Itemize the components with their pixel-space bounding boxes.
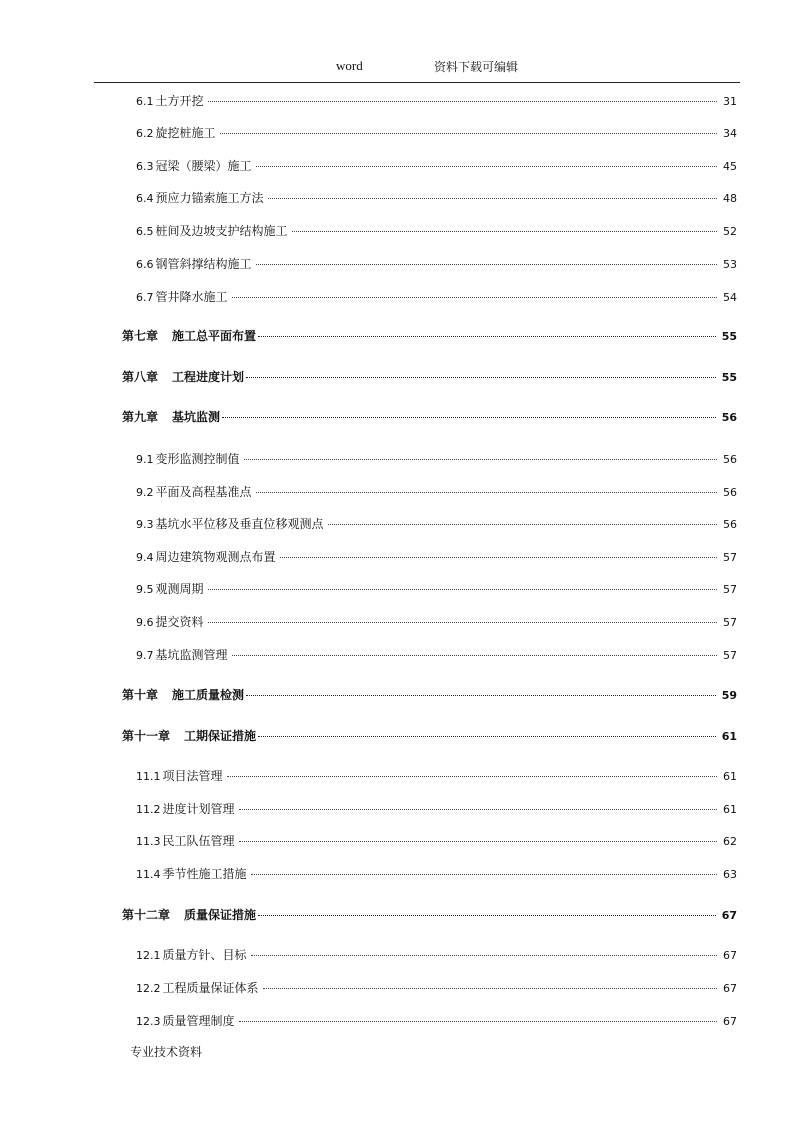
page-header [94, 56, 740, 83]
toc-entry-page-number: 56 [723, 518, 737, 531]
toc-entry-number: 6.6 [136, 258, 154, 271]
toc-entry-title: 工程质量保证体系 [162, 981, 259, 995]
toc-entry-title: 提交资料 [155, 615, 204, 629]
toc-entry-number: 9.5 [136, 583, 154, 596]
toc-section-entry[interactable] [0, 800, 794, 820]
toc-entry-page-number: 45 [723, 160, 737, 173]
toc-entry-title: 周边建筑物观测点布置 [155, 550, 276, 564]
toc-entry-title: 平面及高程基准点 [155, 485, 252, 499]
toc-entry-number: 第十一章 [122, 729, 171, 743]
toc-entry-page-number: 56 [721, 411, 737, 424]
toc-entry-page-number: 61 [723, 803, 737, 816]
toc-section-entry[interactable] [0, 946, 794, 966]
toc-section-entry[interactable] [0, 255, 794, 275]
toc-section-entry[interactable] [0, 613, 794, 633]
toc-dot-leader [256, 492, 717, 493]
toc-entry-title: 观测周期 [155, 582, 204, 596]
toc-dot-leader [256, 264, 717, 265]
toc-entry-page-number: 62 [723, 835, 737, 848]
toc-dot-leader [208, 622, 717, 623]
toc-dot-leader [239, 809, 717, 810]
toc-entry-page-number: 67 [723, 982, 737, 995]
toc-entry-title: 冠梁（腰梁）施工 [155, 159, 252, 173]
toc-chapter-entry[interactable] [0, 686, 794, 706]
toc-section-entry[interactable] [0, 1012, 794, 1032]
toc-entry-title: 基坑监测管理 [155, 648, 228, 662]
toc-chapter-entry[interactable] [0, 906, 794, 926]
toc-entry-number: 6.1 [136, 95, 154, 108]
toc-entry-number: 第十章 [122, 688, 159, 702]
toc-entry-title: 进度计划管理 [162, 802, 235, 816]
toc-entry-title: 施工质量检测 [172, 688, 245, 702]
toc-entry-title: 钢管斜撑结构施工 [155, 257, 252, 271]
toc-entry-number: 11.4 [136, 868, 161, 881]
toc-entry-page-number: 56 [723, 453, 737, 466]
toc-entry-number: 6.7 [136, 291, 154, 304]
toc-dot-leader [251, 874, 717, 875]
toc-entry-page-number: 55 [721, 371, 737, 384]
toc-entry-page-number: 52 [723, 225, 737, 238]
header-left-text: word [336, 58, 363, 73]
toc-section-entry[interactable] [0, 832, 794, 852]
toc-entry-title: 质量管理制度 [162, 1014, 235, 1028]
toc-entry-number: 9.4 [136, 551, 154, 564]
toc-entry-page-number: 54 [723, 291, 737, 304]
toc-entry-number: 9.7 [136, 649, 154, 662]
toc-entry-title: 民工队伍管理 [162, 834, 235, 848]
toc-dot-leader [258, 736, 716, 737]
toc-entry-number: 9.6 [136, 616, 154, 629]
toc-entry-number: 6.5 [136, 225, 154, 238]
toc-entry-number: 第七章 [122, 329, 159, 343]
toc-dot-leader [258, 915, 716, 916]
toc-entry-title: 质量方针、目标 [162, 948, 247, 962]
toc-entry-title: 旋挖桩施工 [155, 126, 216, 140]
toc-section-entry[interactable] [0, 288, 794, 308]
toc-entry-title: 季节性施工措施 [162, 867, 247, 881]
toc-entry-number: 9.2 [136, 486, 154, 499]
toc-dot-leader [251, 955, 717, 956]
toc-section-entry[interactable] [0, 515, 794, 535]
toc-entry-number: 6.3 [136, 160, 154, 173]
toc-dot-leader [239, 1021, 717, 1022]
toc-section-entry[interactable] [0, 450, 794, 470]
toc-entry-title: 施工总平面布置 [172, 329, 257, 343]
toc-entry-title: 桩间及边坡支护结构施工 [155, 224, 288, 238]
toc-dot-leader [246, 377, 716, 378]
toc-section-entry[interactable] [0, 189, 794, 209]
toc-entry-page-number: 67 [723, 1015, 737, 1028]
toc-dot-leader [280, 557, 717, 558]
page-footer: 专业技术资料 [130, 1045, 203, 1059]
toc-entry-page-number: 61 [721, 730, 737, 743]
toc-section-entry[interactable] [0, 157, 794, 177]
toc-entry-number: 9.1 [136, 453, 154, 466]
toc-section-entry[interactable] [0, 580, 794, 600]
header-right-text: 资料下载可编辑 [434, 60, 519, 74]
toc-section-entry[interactable] [0, 865, 794, 885]
toc-entry-number: 11.2 [136, 803, 161, 816]
toc-dot-leader [227, 776, 717, 777]
toc-entry-page-number: 67 [723, 949, 737, 962]
toc-entry-title: 土方开挖 [155, 94, 204, 108]
toc-entry-title: 预应力锚索施工方法 [155, 191, 264, 205]
toc-dot-leader [263, 988, 717, 989]
toc-section-entry[interactable] [0, 646, 794, 666]
toc-entry-page-number: 31 [723, 95, 737, 108]
toc-dot-leader [256, 166, 717, 167]
toc-entry-number: 第十二章 [122, 908, 171, 922]
toc-section-entry[interactable] [0, 124, 794, 144]
toc-entry-number: 9.3 [136, 518, 154, 531]
toc-entry-title: 基坑监测 [172, 410, 221, 424]
toc-entry-number: 11.3 [136, 835, 161, 848]
toc-dot-leader [220, 133, 717, 134]
toc-entry-number: 6.2 [136, 127, 154, 140]
toc-dot-leader [232, 655, 717, 656]
toc-entry-title: 管井降水施工 [155, 290, 228, 304]
toc-entry-title: 工程进度计划 [172, 370, 245, 384]
toc-entry-number: 第九章 [122, 410, 159, 424]
toc-entry-page-number: 57 [723, 649, 737, 662]
toc-entry-page-number: 34 [723, 127, 737, 140]
toc-dot-leader [208, 101, 717, 102]
toc-chapter-entry[interactable] [0, 408, 794, 428]
toc-entry-page-number: 48 [723, 192, 737, 205]
toc-dot-leader [292, 231, 717, 232]
toc-dot-leader [208, 589, 717, 590]
toc-entry-number: 12.3 [136, 1015, 161, 1028]
toc-chapter-entry[interactable] [0, 327, 794, 347]
toc-dot-leader [232, 297, 717, 298]
toc-entry-number: 11.1 [136, 770, 161, 783]
toc-dot-leader [244, 459, 717, 460]
toc-entry-page-number: 63 [723, 868, 737, 881]
toc-entry-title: 变形监测控制值 [155, 452, 240, 466]
toc-entry-page-number: 53 [723, 258, 737, 271]
toc-section-entry[interactable] [0, 92, 794, 112]
toc-dot-leader [328, 524, 717, 525]
toc-entry-title: 基坑水平位移及垂直位移观测点 [155, 517, 324, 531]
toc-dot-leader [222, 417, 716, 418]
toc-section-entry[interactable] [0, 483, 794, 503]
toc-entry-page-number: 61 [723, 770, 737, 783]
toc-entry-title: 工期保证措施 [184, 729, 257, 743]
toc-entry-number: 6.4 [136, 192, 154, 205]
toc-entry-title: 项目法管理 [162, 769, 223, 783]
toc-entry-page-number: 57 [723, 616, 737, 629]
toc-dot-leader [239, 841, 717, 842]
toc-chapter-entry[interactable] [0, 727, 794, 747]
toc-entry-page-number: 55 [721, 330, 737, 343]
toc-entry-title: 质量保证措施 [184, 908, 257, 922]
toc-entry-page-number: 59 [721, 689, 737, 702]
toc-dot-leader [258, 336, 716, 337]
toc-section-entry[interactable] [0, 548, 794, 568]
toc-section-entry[interactable] [0, 767, 794, 787]
toc-entry-number: 第八章 [122, 370, 159, 384]
toc-entry-page-number: 57 [723, 583, 737, 596]
toc-entry-page-number: 57 [723, 551, 737, 564]
toc-section-entry[interactable] [0, 979, 794, 999]
toc-entry-number: 12.1 [136, 949, 161, 962]
toc-dot-leader [268, 198, 717, 199]
toc-entry-number: 12.2 [136, 982, 161, 995]
toc-dot-leader [246, 695, 716, 696]
toc-entry-page-number: 67 [721, 909, 737, 922]
toc-section-entry[interactable] [0, 222, 794, 242]
toc-entry-page-number: 56 [723, 486, 737, 499]
toc-chapter-entry[interactable] [0, 368, 794, 388]
